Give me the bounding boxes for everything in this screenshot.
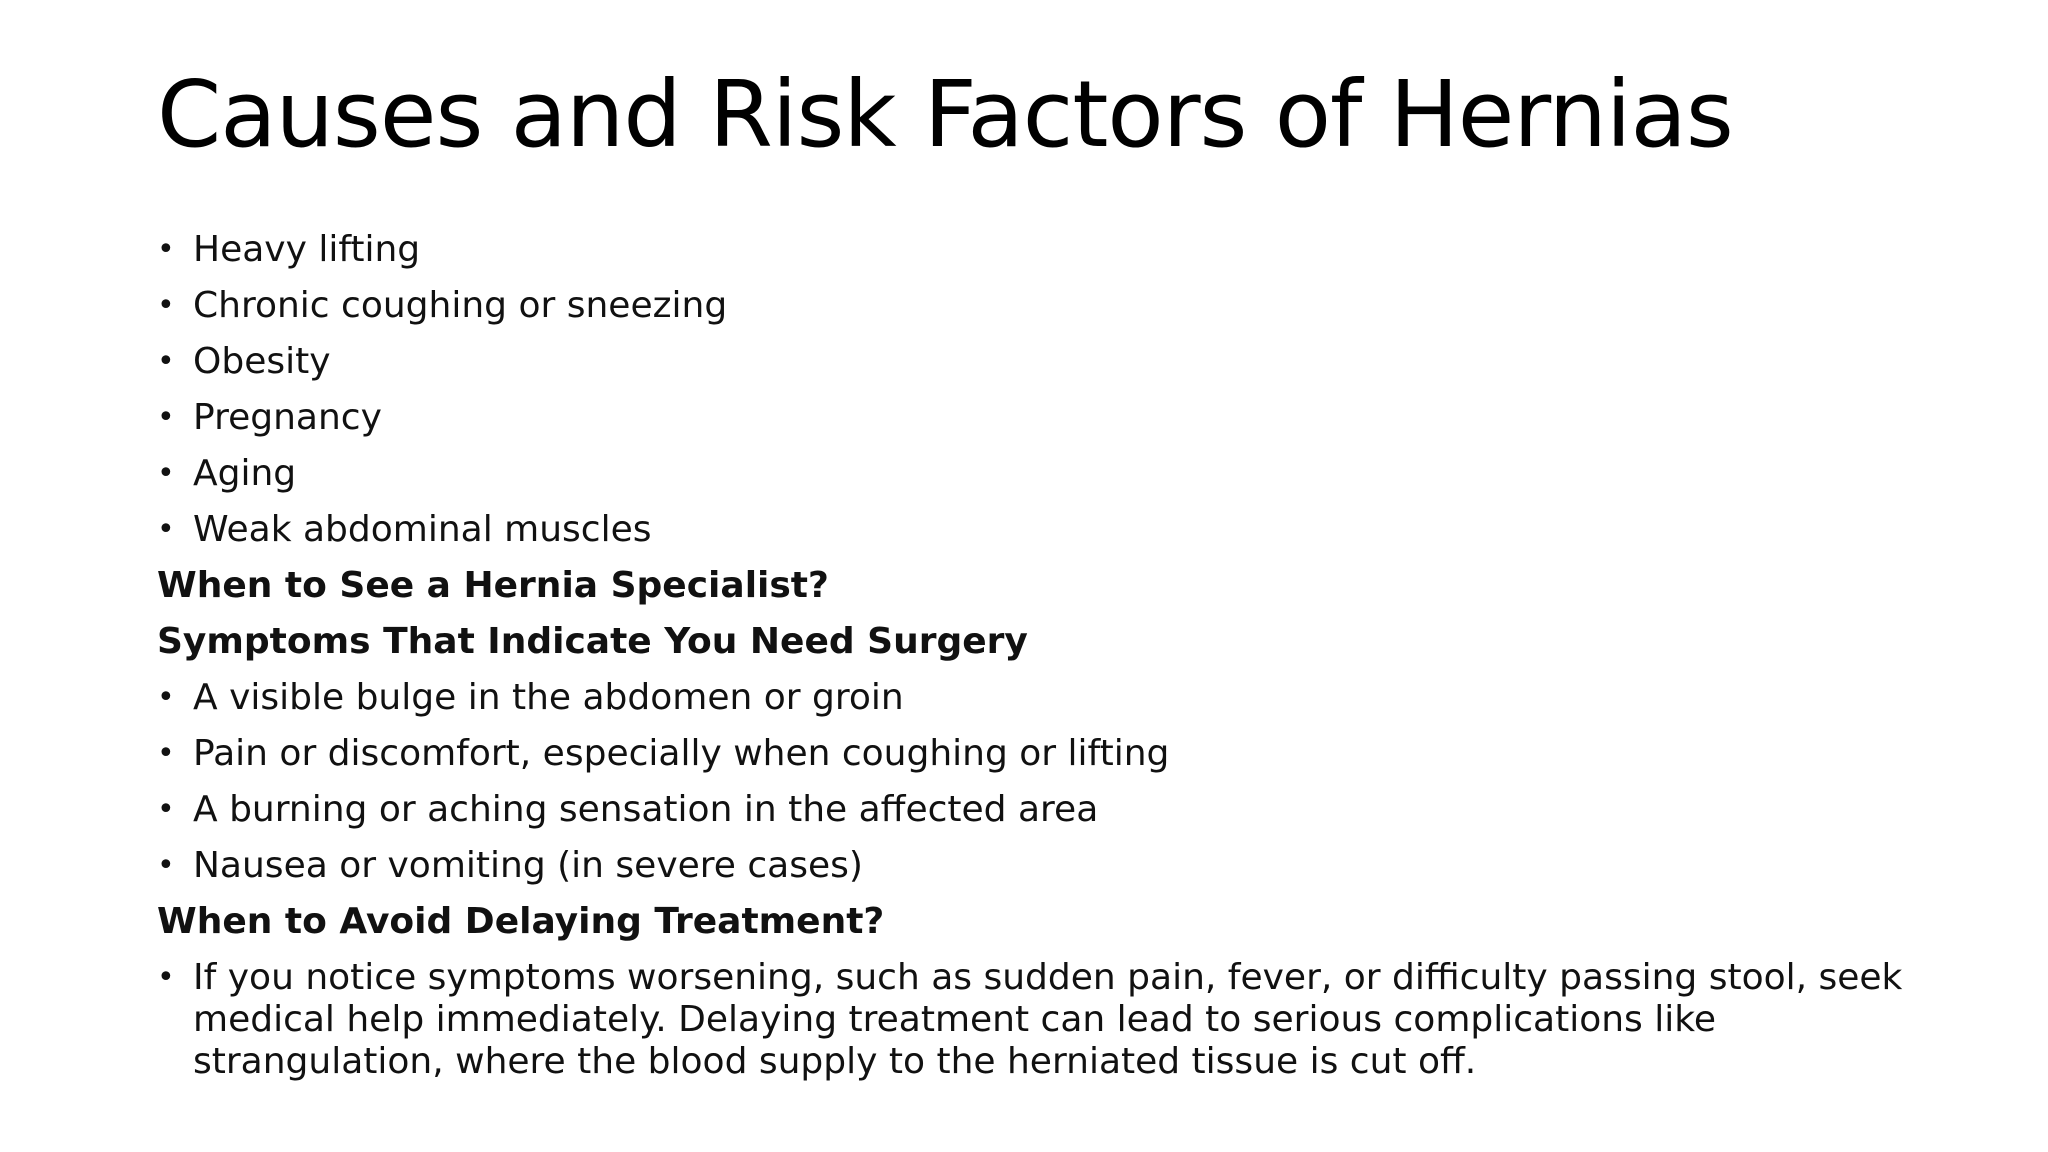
bullet-icon: •: [157, 456, 175, 491]
list-item: [157, 950, 1917, 1083]
bullet-icon: •: [157, 288, 175, 323]
cause-aging: Aging: [193, 453, 297, 494]
list-item: [157, 446, 1917, 502]
bullet-icon: •: [157, 344, 175, 379]
list-item: [157, 390, 1917, 446]
heading-delay: When to Avoid Delaying Treatment?: [157, 901, 885, 942]
symptom-nausea: Nausea or vomiting (in severe cases): [193, 845, 863, 886]
slide-title: Causes and Risk Factors of Hernias: [157, 61, 1733, 168]
list-item: [157, 670, 1917, 726]
list-item: [157, 502, 1917, 558]
list-item: [157, 334, 1917, 390]
list-item: [157, 222, 1917, 278]
list-item: [157, 726, 1917, 782]
heading-symptoms: Symptoms That Indicate You Need Surgery: [157, 621, 1028, 662]
bullet-icon: •: [157, 232, 175, 267]
bullet-icon: •: [157, 736, 175, 771]
bullet-icon: •: [157, 680, 175, 715]
heading-specialist: When to See a Hernia Specialist?: [157, 565, 829, 606]
list-item: [157, 838, 1917, 894]
list-item: [157, 782, 1917, 838]
bullet-icon: •: [157, 400, 175, 435]
cause-obesity: Obesity: [193, 341, 331, 382]
delay-warning-text: If you notice symptoms worsening, such as sudden pain, fever, or difficulty passing stool, seek medical help immediately. Delaying treatment can lead to serious complications like strangulation, where the blood supply to the herniated tissue is cut off.: [193, 957, 1903, 1082]
list-item: [157, 278, 1917, 334]
cause-chronic-coughing: Chronic coughing or sneezing: [193, 285, 728, 326]
cause-pregnancy: Pregnancy: [193, 397, 382, 438]
slide-body: [157, 222, 1917, 1083]
bullet-icon: •: [157, 792, 175, 827]
symptom-burning: A burning or aching sensation in the affected area: [193, 789, 1099, 830]
symptom-pain: Pain or discomfort, especially when coughing or lifting: [193, 733, 1170, 774]
bullet-icon: •: [157, 960, 175, 995]
symptom-bulge: A visible bulge in the abdomen or groin: [193, 677, 904, 718]
cause-heavy-lifting: Heavy lifting: [193, 229, 421, 270]
bullet-icon: •: [157, 512, 175, 547]
cause-weak-muscles: Weak abdominal muscles: [193, 509, 652, 550]
bullet-icon: •: [157, 848, 175, 883]
